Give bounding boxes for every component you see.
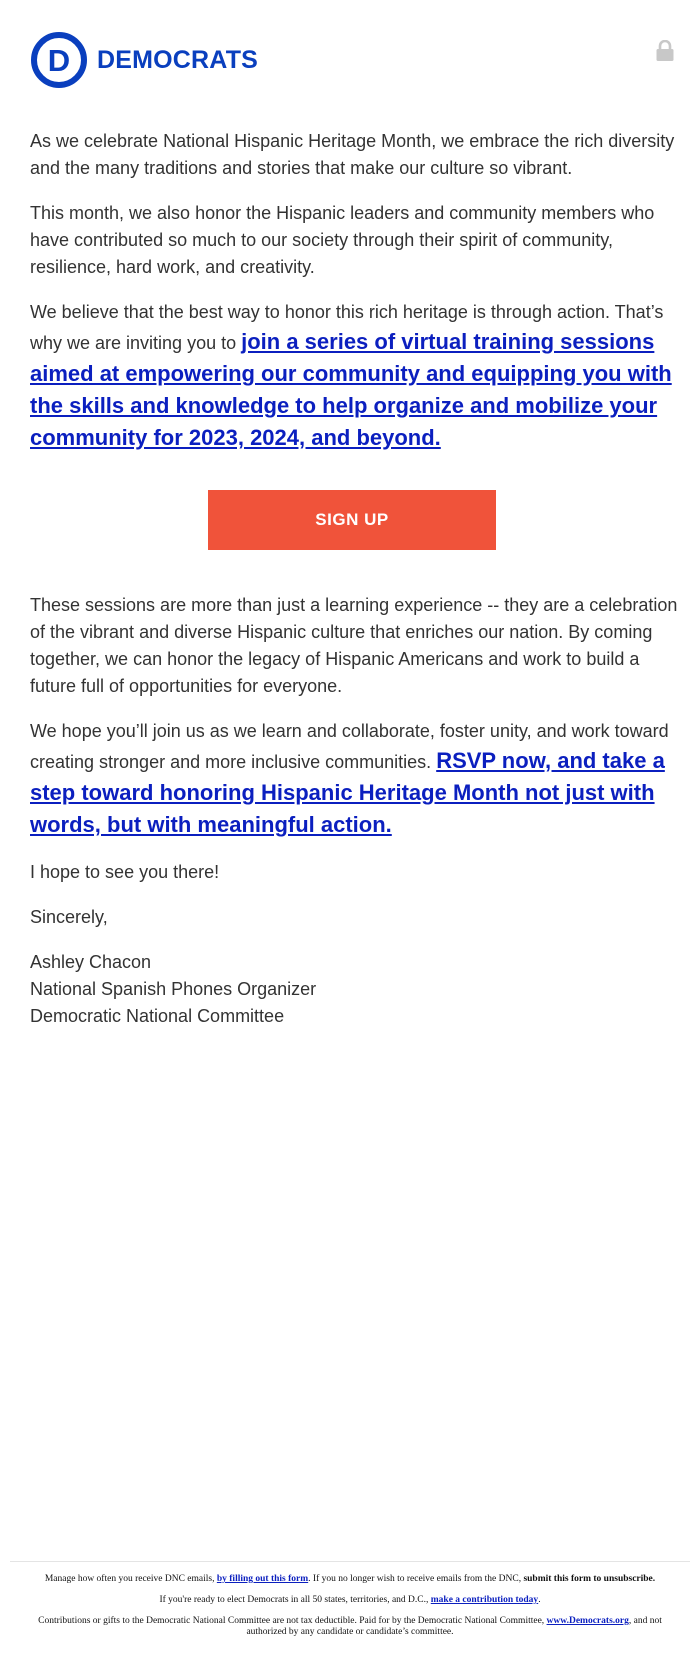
invite-text: We believe that the best way to honor this rich heritage is through action. That’s why we are inviting you to bbox=[30, 302, 664, 353]
email-body-bottom bbox=[30, 592, 680, 1048]
email-header bbox=[0, 0, 700, 120]
paragraph-see-you: I hope to see you there! bbox=[30, 862, 220, 882]
signature-block bbox=[30, 949, 680, 1030]
signature-name: Ashley Chacon bbox=[30, 952, 152, 972]
rsvp-text: We hope you’ll join us as we learn and collaborate, foster unity, and work toward creating stronger and more inclusive communities. bbox=[30, 721, 669, 772]
footer-disclaimer-end: , and not authorized by any candidate or candidate’s committee. bbox=[246, 1616, 662, 1637]
paragraph-sessions: These sessions are more than just a learning experience -- they are a celebration of the vibrant and diverse Hispanic culture that enriches our nation. By coming together, we can honor the legacy of Hispanic Americans and work to build a future full of opportunities for everyone. bbox=[30, 595, 678, 696]
logo-text: DEMOCRATS bbox=[97, 45, 259, 74]
unsubscribe-form-text[interactable]: submit this form to unsubscribe. bbox=[523, 1574, 656, 1584]
cta-container bbox=[208, 490, 496, 550]
footer-disclaimer-line bbox=[30, 1616, 670, 1638]
footer-contribute-end: . bbox=[538, 1595, 541, 1605]
email-body-top bbox=[30, 128, 680, 472]
footer-manage-line bbox=[30, 1574, 670, 1585]
training-sessions-link[interactable]: join a series of virtual training sessions aimed at empowering our community and equipping you with the skills and knowledge to help organize and mobilize your community for 2023, 2024, and beyond. bbox=[30, 329, 672, 450]
footer-contribute-line bbox=[30, 1595, 670, 1606]
footer-unsubscribe-text: . If you no longer wish to receive emails from the DNC, bbox=[308, 1574, 524, 1584]
democrats-logo[interactable] bbox=[31, 32, 258, 88]
contribution-link[interactable]: make a contribution today bbox=[430, 1595, 539, 1605]
lock-icon bbox=[655, 40, 675, 62]
paragraph-invite bbox=[30, 299, 680, 454]
paragraph-honor: This month, we also honor the Hispanic leaders and community members who have contributed so much to our society through their spirit of community, resilience, hard work, and creativity. bbox=[30, 203, 655, 277]
paragraph-rsvp bbox=[30, 718, 680, 841]
footer-contribute-text: If you're ready to elect Democrats in all 50 states, territories, and D.C., bbox=[159, 1595, 431, 1605]
footer-disclaimer-text: Contributions or gifts to the Democratic National Committee are not tax deductible. Paid for by the Democratic National Committee, bbox=[38, 1616, 547, 1626]
democrats-d-logo-icon bbox=[31, 32, 87, 88]
sign-up-button[interactable]: SIGN UP bbox=[208, 490, 496, 550]
footer-manage-text: Manage how often you receive DNC emails, bbox=[44, 1574, 217, 1584]
paragraph-closing: Sincerely, bbox=[30, 907, 108, 927]
signature-title: National Spanish Phones Organizer bbox=[30, 979, 317, 999]
logo-letter: D bbox=[47, 43, 71, 78]
democrats-org-link[interactable]: www.Democrats.org bbox=[546, 1616, 629, 1626]
paragraph-intro: As we celebrate National Hispanic Heritage Month, we embrace the rich diversity and the many traditions and stories that make our culture so vibrant. bbox=[30, 131, 675, 178]
footer-divider bbox=[10, 1561, 690, 1562]
email-footer bbox=[30, 1574, 670, 1648]
rsvp-link[interactable]: RSVP now, and take a step toward honoring Hispanic Heritage Month not just with words, but with meaningful action. bbox=[30, 748, 665, 837]
signature-org: Democratic National Committee bbox=[30, 1006, 285, 1026]
manage-emails-link[interactable]: by filling out this form bbox=[216, 1574, 309, 1584]
